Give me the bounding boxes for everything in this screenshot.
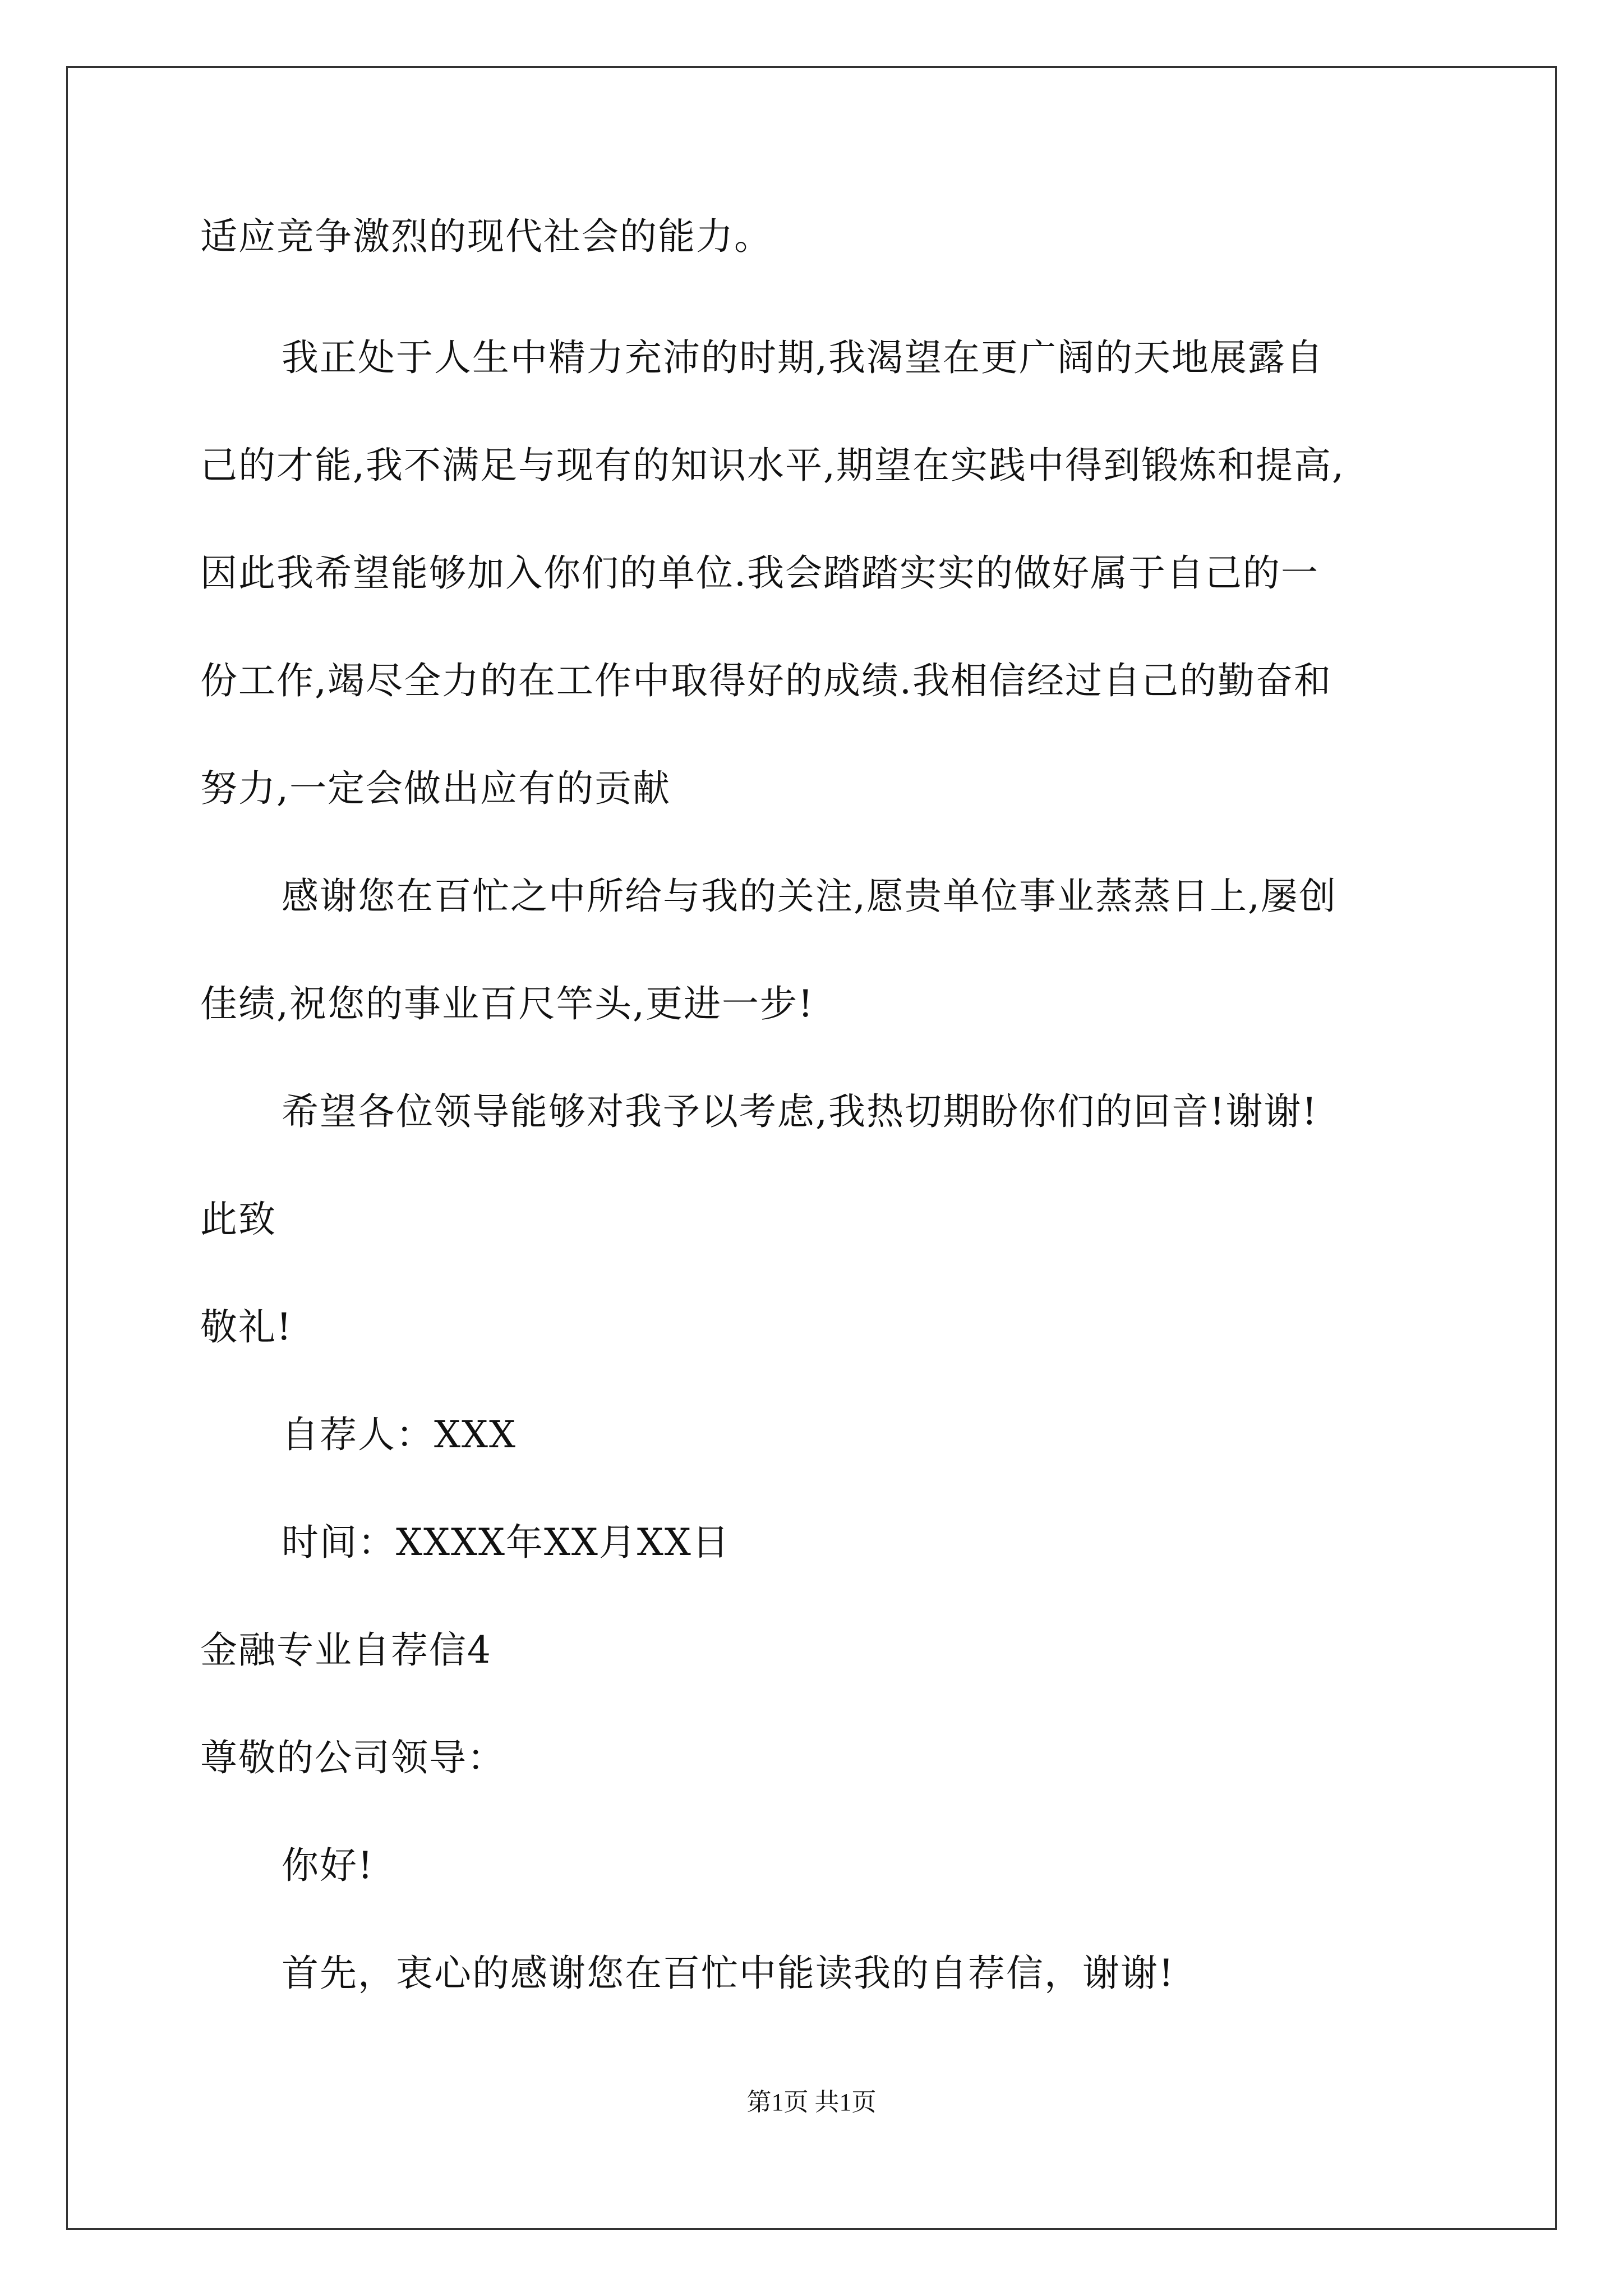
text-line-4: 因此我希望能够加入你们的单位.我会踏踏实实的做好属于自己的一 — [200, 551, 1319, 595]
text-line-5: 份工作,竭尽全力的在工作中取得好的成绩.我相信经过自己的勤奋和 — [200, 659, 1332, 702]
text-line-9: 希望各位领导能够对我予以考虑,我热切期盼你们的回音!谢谢! — [282, 1090, 1318, 1133]
greeting-hello: 你好! — [282, 1844, 374, 1887]
closing-salutation: 此致 — [200, 1198, 276, 1241]
text-line-17: 首先，衷心的感谢您在百忙中能读我的自荐信，谢谢! — [282, 1952, 1175, 1995]
text-line-2: 我正处于人生中精力充沛的时期,我渴望在更广阔的天地展露自 — [282, 336, 1324, 379]
text-line-1: 适应竞争激烈的现代社会的能力。 — [200, 215, 772, 258]
greeting-recipient: 尊敬的公司领导： — [200, 1736, 505, 1779]
text-line-8: 佳绩,祝您的事业百尺竿头,更进一步! — [200, 982, 814, 1025]
closing-regards: 敬礼! — [200, 1305, 293, 1349]
section-title: 金融专业自荐信4 — [200, 1628, 492, 1672]
text-line-7: 感谢您在百忙之中所给与我的关注,愿贵单位事业蒸蒸日上,屡创 — [282, 875, 1337, 918]
page-number-footer: 第1页 共1页 — [746, 2088, 877, 2116]
text-line-3: 己的才能,我不满足与现有的知识水平,期望在实践中得到锻炼和提高, — [200, 444, 1345, 487]
date-line: 时间：XXXX年XX月XX日 — [282, 1521, 730, 1564]
page-border — [66, 66, 1557, 2230]
text-line-6: 努力,一定会做出应有的贡献 — [200, 767, 671, 810]
signature-line: 自荐人：XXX — [282, 1413, 517, 1456]
